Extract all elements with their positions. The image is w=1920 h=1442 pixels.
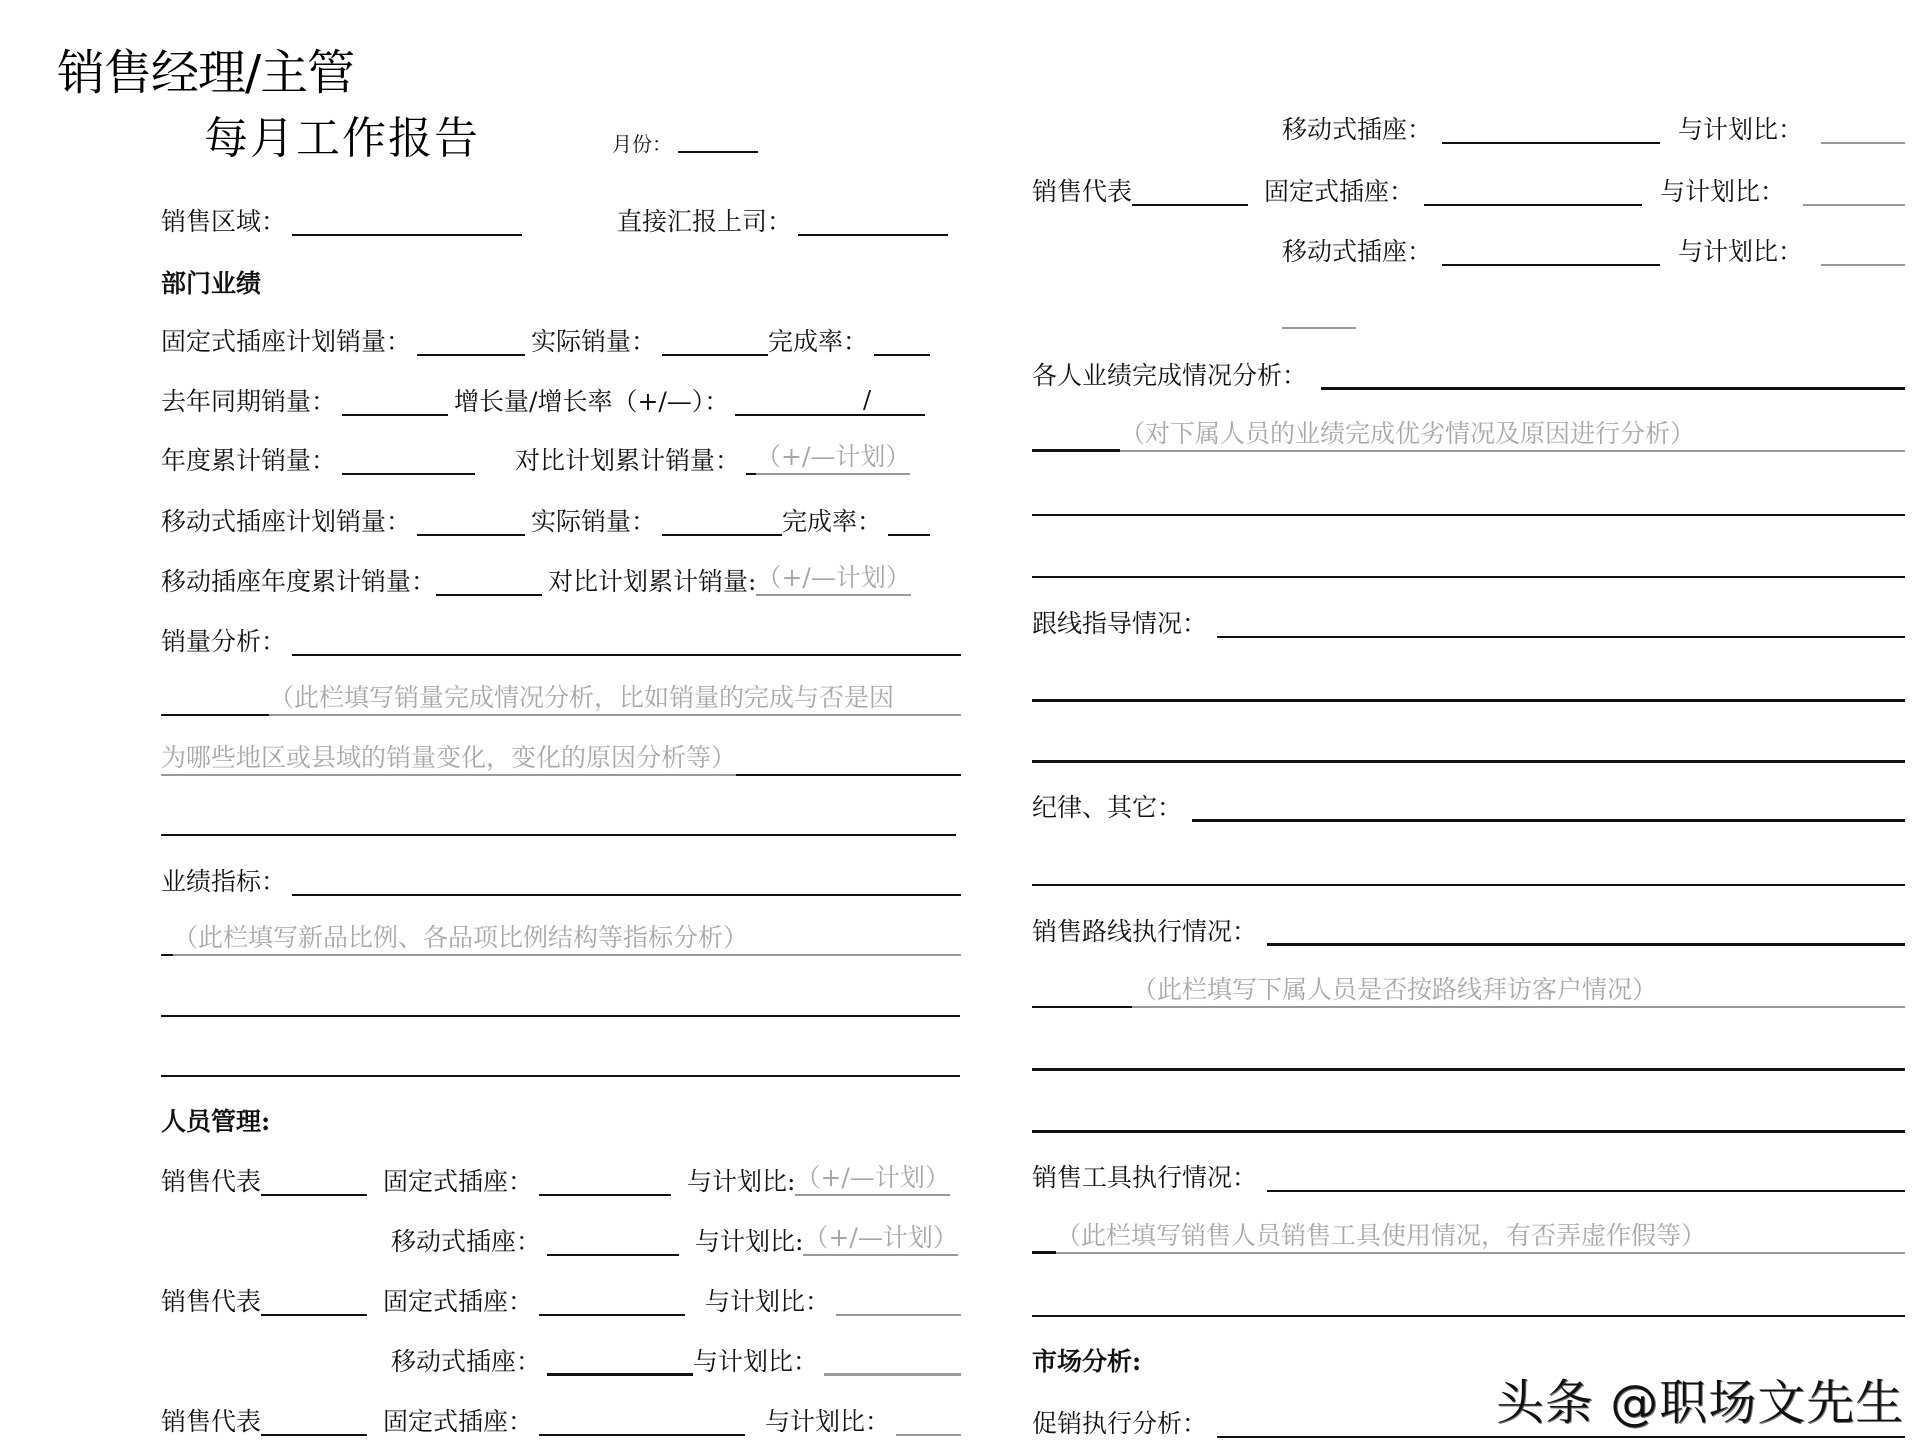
coaching-input[interactable] (1217, 635, 1905, 638)
rep-1-fixed-row (161, 1160, 961, 1200)
rep-3-mobile-row (1282, 108, 1905, 148)
last-year-row (161, 380, 961, 420)
individual-line-2[interactable] (1032, 576, 1905, 578)
growth-input[interactable] (735, 413, 925, 416)
rep-4-name-input[interactable] (1132, 203, 1248, 206)
rep-3-mobile-ratio-label: 与计划比： (1678, 115, 1804, 144)
individual-analysis-label: 各人业绩完成情况分析： (1032, 361, 1308, 390)
staff-heading-text: 人员管理: (161, 1107, 271, 1136)
rep-1-mobile-row (391, 1220, 961, 1260)
mobile-plan-label: 移动式插座计划销量： (161, 507, 412, 536)
promo-input[interactable] (1217, 1435, 1905, 1438)
rep-4-fixed-input[interactable] (1424, 203, 1642, 206)
mobile-plan-row (161, 500, 961, 540)
rep-3-label: 销售代表 (161, 1407, 262, 1436)
rep-2-name-input[interactable] (261, 1313, 367, 1316)
mobile-annual-label: 移动插座年度累计销量： (161, 567, 437, 596)
discipline-row (1032, 786, 1905, 826)
region-label: 销售区域： (161, 207, 287, 236)
individual-analysis-row (1032, 354, 1905, 394)
route-line-2[interactable] (1032, 1130, 1905, 1133)
rep-1-fixed-ratio-hint[interactable]: （+/—计划） (795, 1165, 949, 1196)
route-input[interactable] (1267, 942, 1905, 946)
rep-3-fixed-input[interactable] (539, 1433, 745, 1436)
tools-label: 销售工具执行情况： (1032, 1163, 1258, 1192)
sales-analysis-label: 销量分析： (161, 627, 287, 656)
tools-hint-row (1032, 1218, 1905, 1258)
rep-2-label: 销售代表 (161, 1287, 262, 1316)
compare-input-lead[interactable] (746, 472, 756, 475)
mobile-compare-label: 对比计划累计销量: (548, 567, 757, 596)
month-field (612, 128, 764, 157)
rep-2-fixed-input[interactable] (539, 1313, 685, 1316)
kpi-line-2[interactable] (161, 1075, 960, 1077)
rep-1-fixed-input[interactable] (539, 1193, 671, 1196)
annual-label: 年度累计销量： (161, 446, 337, 475)
mobile-compare-hint[interactable]: （+/—计划） (756, 565, 910, 596)
rep-2-mobile-ratio-input[interactable] (824, 1372, 961, 1376)
individual-hint-lead[interactable] (1032, 448, 1120, 452)
fixed-plan-label: 固定式插座计划销量： (161, 327, 412, 356)
discipline-input[interactable] (1192, 818, 1905, 822)
rep-2-mobile-row (391, 1340, 961, 1380)
rep-1-name-input[interactable] (261, 1193, 367, 1196)
route-row (1032, 910, 1905, 950)
coaching-label: 跟线指导情况： (1032, 609, 1208, 638)
route-label: 销售路线执行情况： (1032, 917, 1258, 946)
sales-analysis-hint-2[interactable]: 为哪些地区或县域的销量变化，变化的原因分析等） (161, 745, 736, 776)
mobile-annual-row (161, 560, 961, 600)
rep-1-fixed-label: 固定式插座： (383, 1167, 534, 1196)
fixed-plan-row (161, 320, 961, 360)
rep-4-mobile-row (1282, 230, 1905, 270)
route-line-1[interactable] (1032, 1068, 1905, 1071)
rep-1-label: 销售代表 (161, 1167, 262, 1196)
supervisor-input[interactable] (798, 233, 948, 236)
rep-4-fixed-label: 固定式插座： (1264, 177, 1415, 206)
rep-4-label: 销售代表 (1032, 177, 1133, 206)
kpi-hint-lead[interactable] (161, 953, 173, 956)
rep-2-mobile-label: 移动式插座： (391, 1347, 542, 1376)
mobile-completion-input[interactable] (888, 533, 930, 536)
coaching-row (1032, 602, 1905, 642)
route-hint-lead[interactable] (1032, 1005, 1132, 1008)
staff-heading (161, 1100, 270, 1140)
month-input[interactable] (678, 150, 758, 153)
rep-2-mobile-input[interactable] (547, 1372, 693, 1376)
rep-3-fixed-label: 固定式插座： (383, 1407, 534, 1436)
compare-hint[interactable]: （+/—计划） (756, 444, 910, 475)
rep-4-fixed-ratio-label: 与计划比： (1660, 177, 1786, 206)
rep-3-fixed-ratio-input[interactable] (896, 1433, 961, 1436)
discipline-label: 纪律、其它： (1032, 793, 1183, 822)
fixed-completion-label: 完成率： (768, 327, 869, 356)
mobile-completion-label: 完成率： (782, 507, 883, 536)
rep-4-mobile-ratio-input[interactable] (1821, 263, 1905, 266)
rep-1-fixed-ratio-label: 与计划比: (687, 1167, 796, 1196)
rep-4-fixed-row (1032, 170, 1905, 210)
dept-performance-heading-text: 部门业绩 (161, 269, 262, 298)
rep-3-name-input[interactable] (261, 1433, 367, 1436)
tools-hint[interactable]: （此栏填写销售人员销售工具使用情况，有否弄虚作假等） (1056, 1223, 1905, 1254)
fixed-completion-input[interactable] (874, 353, 930, 356)
dept-performance-heading (161, 262, 261, 302)
fixed-actual-input[interactable] (662, 353, 768, 356)
route-hint[interactable]: （此栏填写下属人员是否按路线拜访客户情况） (1132, 977, 1905, 1008)
rep-1-mobile-ratio-label: 与计划比: (695, 1227, 804, 1256)
individual-line-1[interactable] (1032, 514, 1905, 516)
kpi-line-1[interactable] (161, 1015, 960, 1017)
page-title: 销售经理/主管 (57, 45, 355, 101)
month-label: 月份： (612, 132, 672, 156)
last-year-label: 去年同期销量： (161, 387, 337, 416)
sales-analysis-line[interactable] (161, 834, 956, 836)
supervisor-label: 直接汇报上司： (617, 207, 793, 236)
annual-input[interactable] (342, 472, 475, 475)
discipline-line[interactable] (1032, 884, 1905, 886)
kpi-hint[interactable]: （此栏填写新品比例、各品项比例结构等指标分析） (173, 925, 961, 956)
market-heading (1032, 1340, 1141, 1380)
rep-4-fixed-ratio-input[interactable] (1803, 203, 1905, 206)
sales-analysis-row (161, 620, 961, 660)
last-year-input[interactable] (342, 413, 448, 416)
sales-analysis-hint-trail[interactable] (736, 773, 961, 776)
mobile-annual-input[interactable] (436, 593, 542, 596)
rep-2-fixed-ratio-label: 与计划比： (705, 1287, 831, 1316)
rep-2-fixed-label: 固定式插座： (383, 1287, 534, 1316)
rep-4-mobile-label: 移动式插座： (1282, 237, 1433, 266)
sales-analysis-hint-1[interactable]: （此栏填写销量完成情况分析，比如销量的完成与否是因 (269, 685, 961, 716)
coaching-line-2[interactable] (1032, 760, 1905, 763)
tools-line[interactable] (1032, 1315, 1905, 1317)
rep-2-fixed-row (161, 1280, 961, 1320)
individual-hint-row (1032, 416, 1905, 456)
rep-4-mobile-input[interactable] (1442, 263, 1660, 266)
market-heading-text: 市场分析: (1032, 1347, 1142, 1376)
fixed-plan-input[interactable] (417, 353, 525, 356)
growth-separator: / (863, 386, 872, 414)
sales-analysis-input[interactable] (292, 653, 961, 656)
mobile-plan-input[interactable] (417, 533, 525, 536)
stray-blank-line[interactable] (1282, 327, 1356, 329)
tools-input[interactable] (1267, 1189, 1905, 1192)
route-hint-row (1032, 972, 1905, 1012)
mobile-actual-label: 实际销量： (531, 507, 657, 536)
annual-row (161, 439, 961, 479)
kpi-label: 业绩指标： (161, 867, 287, 896)
tools-row (1032, 1156, 1905, 1196)
rep-2-mobile-ratio-label: 与计划比： (693, 1347, 819, 1376)
rep-3-fixed-ratio-label: 与计划比： (765, 1407, 891, 1436)
kpi-input[interactable] (292, 893, 961, 896)
report-subtitle: 每月工作报告 (204, 113, 480, 164)
rep-1-mobile-ratio-hint[interactable]: （+/—计划） (803, 1225, 957, 1256)
rep-2-fixed-ratio-input[interactable] (836, 1313, 961, 1316)
mobile-actual-input[interactable] (662, 533, 782, 536)
growth-label: 增长量/增长率（+/—）： (454, 387, 730, 416)
kpi-hint-row (161, 920, 961, 960)
rep-3-fixed-row (161, 1400, 961, 1440)
fixed-actual-label: 实际销量： (531, 327, 657, 356)
tools-hint-lead[interactable] (1032, 1250, 1056, 1254)
individual-hint[interactable]: （对下属人员的业绩完成优劣情况及原因进行分析） (1120, 421, 1905, 452)
sales-analysis-hint-row-2 (161, 740, 961, 780)
rep-3-mobile-label: 移动式插座： (1282, 115, 1433, 144)
rep-1-mobile-label: 移动式插座： (391, 1227, 542, 1256)
coaching-line-1[interactable] (1032, 699, 1905, 702)
kpi-row (161, 860, 961, 900)
individual-analysis-input[interactable] (1321, 386, 1905, 390)
rep-4-mobile-ratio-label: 与计划比： (1678, 237, 1804, 266)
watermark: 头条 @职场文先生 (1496, 1375, 1905, 1431)
sales-analysis-hint-lead[interactable] (161, 713, 269, 716)
compare-label: 对比计划累计销量： (515, 446, 741, 475)
rep-1-mobile-input[interactable] (547, 1253, 679, 1256)
sales-analysis-hint-row-1 (161, 680, 961, 720)
rep-3-mobile-input[interactable] (1442, 141, 1660, 144)
rep-3-mobile-ratio-input[interactable] (1821, 141, 1905, 144)
promo-label: 促销执行分析： (1032, 1409, 1208, 1438)
region-input[interactable] (292, 233, 522, 236)
info-row (161, 200, 961, 240)
